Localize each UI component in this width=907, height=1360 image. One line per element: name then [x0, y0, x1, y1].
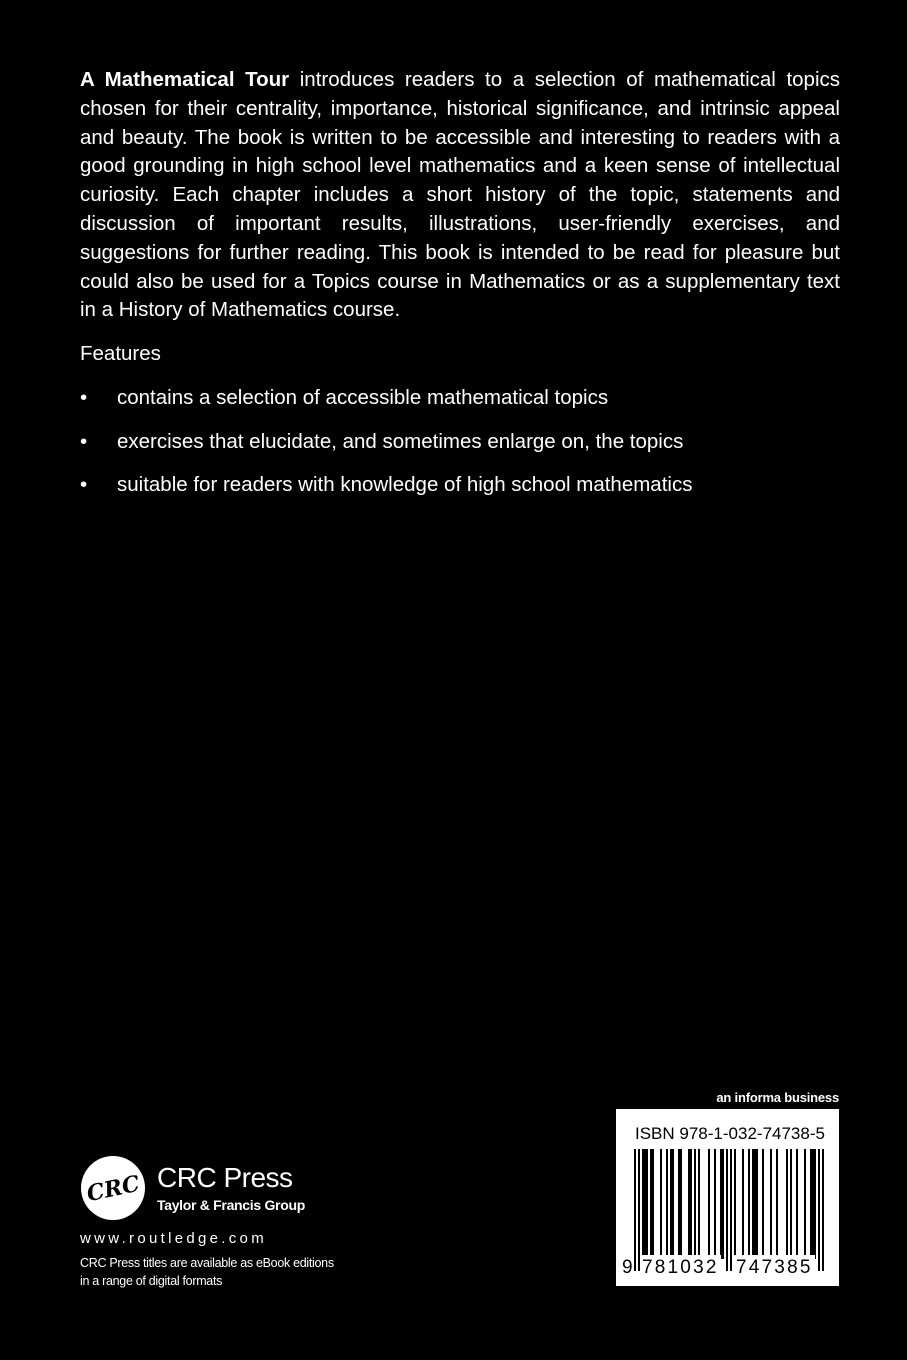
- feature-text: contains a selection of accessible mathematical topics: [117, 386, 609, 409]
- barcode-digits: [616, 1255, 839, 1281]
- barcode-bar: [690, 1149, 692, 1259]
- informa-tagline: an informa business: [716, 1090, 839, 1105]
- ebook-note: [80, 1254, 350, 1290]
- barcode-bar: [652, 1149, 654, 1259]
- barcode-bar: [810, 1149, 812, 1259]
- isbn-number: ISBN 978-1-032-74738-5: [635, 1124, 825, 1143]
- bullet-icon: •: [80, 473, 88, 496]
- barcode-bar: [720, 1149, 722, 1259]
- bullet-icon: •: [80, 429, 88, 453]
- barcode-bar: [814, 1149, 816, 1259]
- features-list: [80, 384, 840, 515]
- barcode-bar: [786, 1149, 788, 1259]
- barcode-bar: [770, 1149, 772, 1259]
- barcode-bar: [678, 1149, 680, 1259]
- feature-text: exercises that elucidate, and sometimes enlarge on, the topics: [117, 429, 684, 453]
- barcode-bar: [726, 1149, 728, 1271]
- barcode-bar: [762, 1149, 764, 1259]
- barcode-bar: [818, 1149, 820, 1271]
- barcode-bar: [660, 1149, 662, 1259]
- feature-item: [80, 471, 840, 499]
- blurb-text: introduces readers to a selection of mathematical topics chosen for their centrality, importance, historical significance, and intrinsic appeal and beauty. The book is written to be accessible and interesting to readers with a good grounding in high school level mathematics and a keen sense of intellectual curiosity. Each chapter includes a short history of the topic, statements and discussion of important results, illustrations, user-friendly exercises, and suggestions for further reading. This book is intended to be read for pleasure but could also be used for a Topics course in Mathematics or as a supplementary text in a History of Mathematics course.: [80, 68, 841, 322]
- barcode-bar: [666, 1149, 668, 1259]
- ebook-note-line-1: CRC Press titles are available as eBook editions: [80, 1256, 334, 1270]
- isbn-barcode: [616, 1109, 839, 1286]
- barcode-bar: [734, 1149, 736, 1259]
- barcode-bar: [644, 1149, 646, 1259]
- barcode-bar: [650, 1149, 652, 1259]
- ebook-note-line-2: in a range of digital formats: [80, 1274, 223, 1288]
- barcode-bar: [822, 1149, 824, 1271]
- crc-logo-lettering: CRC: [84, 1170, 142, 1208]
- barcode-bar: [646, 1149, 648, 1259]
- features-heading: Features: [80, 342, 161, 365]
- barcode-bar: [742, 1149, 744, 1259]
- barcode-bar: [796, 1149, 798, 1259]
- publisher-name: CRC Press: [157, 1162, 293, 1193]
- barcode-bar: [812, 1149, 814, 1259]
- barcode-bar: [730, 1149, 732, 1271]
- bullet-icon: •: [80, 386, 88, 409]
- barcode-bar: [714, 1149, 716, 1259]
- publisher-group: Taylor & Francis Group: [157, 1197, 305, 1213]
- crc-press-logo: [80, 1155, 146, 1221]
- barcode-bar: [776, 1149, 778, 1259]
- feature-item: [80, 384, 840, 412]
- feature-text: suitable for readers with knowledge of high school mathematics: [117, 473, 693, 496]
- barcode-bar: [680, 1149, 682, 1259]
- back-cover-blurb: [80, 66, 840, 325]
- barcode-bar: [748, 1149, 750, 1259]
- barcode-bar: [634, 1149, 636, 1271]
- barcode-bar: [752, 1149, 754, 1259]
- barcode-bar: [708, 1149, 710, 1259]
- publisher-website: www.routledge.com: [80, 1230, 267, 1247]
- barcode-bar: [688, 1149, 690, 1259]
- barcode-bar: [790, 1149, 792, 1259]
- barcode-digits-left: 781032: [640, 1255, 721, 1281]
- barcode-bar: [804, 1149, 806, 1259]
- book-title: A Mathematical Tour: [80, 68, 290, 91]
- barcode-bar: [670, 1149, 672, 1259]
- barcode-bar: [756, 1149, 758, 1259]
- barcode-bar: [754, 1149, 756, 1259]
- barcode-bar: [672, 1149, 674, 1259]
- feature-item: [80, 428, 840, 456]
- barcode-digit-first: 9: [622, 1257, 633, 1278]
- barcode-digits-right: 747385: [734, 1255, 815, 1281]
- barcode-bar: [722, 1149, 724, 1259]
- barcode-bar: [638, 1149, 640, 1271]
- barcode-bar: [642, 1149, 644, 1259]
- barcode-bar: [698, 1149, 700, 1259]
- barcode-bar: [694, 1149, 696, 1259]
